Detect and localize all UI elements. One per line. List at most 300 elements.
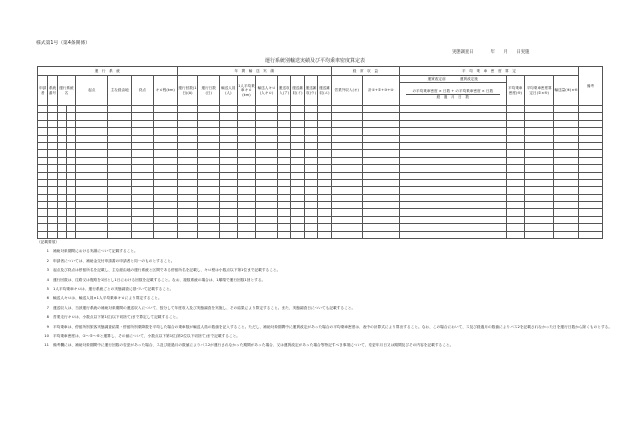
table-cell	[132, 202, 154, 209]
table-cell	[578, 224, 602, 231]
table-cell	[76, 157, 108, 164]
table-row	[38, 202, 603, 209]
col-subtotal: 営業外収入(オ)	[331, 76, 362, 106]
table-cell	[76, 135, 108, 142]
table-cell	[277, 106, 290, 113]
table-cell	[304, 150, 317, 157]
note-item	[37, 323, 613, 332]
table-cell	[220, 179, 238, 186]
table-cell	[132, 113, 154, 120]
table-cell	[525, 165, 554, 172]
table-cell	[76, 216, 108, 223]
table-cell	[578, 150, 602, 157]
col-density-amount: 平均乗車密度算定日(②×⑤)	[525, 76, 554, 106]
table-cell	[291, 194, 304, 201]
table-cell	[554, 172, 579, 179]
table-cell	[38, 106, 48, 113]
group-revenue: 経 常 収 益	[331, 67, 399, 76]
table-cell	[76, 202, 108, 209]
table-cell	[291, 172, 304, 179]
table-cell	[76, 120, 108, 127]
table-cell	[331, 106, 362, 113]
density-calc-line1: 運賃改定前 運賃改定後	[427, 76, 482, 81]
table-cell	[38, 209, 48, 216]
table-cell	[177, 179, 198, 186]
note-item	[37, 313, 597, 322]
table-cell	[38, 157, 48, 164]
col-main-via: 主な経由地	[108, 76, 132, 106]
table-cell	[220, 202, 238, 209]
table-cell	[525, 209, 554, 216]
table-cell	[578, 187, 602, 194]
table-cell	[506, 209, 525, 216]
table-cell	[277, 209, 290, 216]
table-cell	[331, 135, 362, 142]
table-cell	[153, 150, 177, 157]
table-cell	[66, 142, 75, 149]
note-number: 4	[46, 277, 49, 282]
table-cell	[48, 128, 57, 135]
col-total: 計①+②+③+④	[362, 76, 399, 106]
table-cell	[237, 194, 256, 201]
table-cell	[554, 202, 579, 209]
table-cell	[578, 120, 602, 127]
table-cell	[108, 157, 132, 164]
table-cell	[57, 113, 66, 120]
table-cell	[48, 150, 57, 157]
table-cell	[304, 179, 317, 186]
table-cell	[57, 202, 66, 209]
table-cell	[237, 120, 256, 127]
table-cell	[525, 135, 554, 142]
table-cell	[177, 165, 198, 172]
table-cell	[554, 150, 579, 157]
table-cell	[220, 157, 238, 164]
table-cell	[277, 216, 290, 223]
table-cell	[256, 128, 278, 135]
table-cell	[132, 150, 154, 157]
table-cell	[399, 150, 506, 157]
table-cell	[256, 216, 278, 223]
table-cell	[362, 209, 399, 216]
table-cell	[506, 150, 525, 157]
table-cell	[153, 224, 177, 231]
table-cell	[153, 113, 177, 120]
table-cell	[277, 194, 290, 201]
table-cell	[578, 194, 602, 201]
table-cell	[220, 194, 238, 201]
col-service-days: 運行日数(日)	[198, 76, 220, 106]
table-cell	[362, 113, 399, 120]
table-cell	[38, 194, 48, 201]
table-cell	[177, 106, 198, 113]
table-cell	[198, 120, 220, 127]
col-pax-km-total: 輸送人キロ(人キロ)	[256, 76, 278, 106]
table-cell	[108, 120, 132, 127]
note-number: 1	[46, 249, 49, 254]
note-item	[37, 266, 597, 275]
table-cell	[554, 120, 579, 127]
note-text: 運送収入は、当該運行系統の補助対象期間の運送収入について、按分して年度収入及び実態調査を実施し、その結果により算定すること。また、実態調査日についても記載すること。	[53, 305, 356, 310]
table-cell	[525, 194, 554, 201]
table-cell	[331, 179, 362, 186]
notes-heading: （記載要領）	[37, 240, 60, 244]
table-cell	[132, 165, 154, 172]
table-row	[38, 179, 603, 186]
table-cell	[506, 128, 525, 135]
table-cell	[399, 216, 506, 223]
table-cell	[66, 194, 75, 201]
table-cell	[256, 135, 278, 142]
table-cell	[291, 113, 304, 120]
table-cell	[277, 224, 290, 231]
table-cell	[578, 216, 602, 223]
note-item	[37, 257, 597, 266]
table-cell	[362, 150, 399, 157]
table-cell	[66, 128, 75, 135]
table-cell	[291, 179, 304, 186]
table-cell	[198, 135, 220, 142]
table-cell	[277, 142, 290, 149]
table-cell	[525, 120, 554, 127]
table-cell	[399, 202, 506, 209]
table-cell	[578, 179, 602, 186]
table-cell	[198, 202, 220, 209]
table-cell	[318, 120, 331, 127]
table-cell	[256, 165, 278, 172]
table-cell	[331, 209, 362, 216]
table-cell	[237, 202, 256, 209]
table-cell	[291, 187, 304, 194]
table-cell	[291, 142, 304, 149]
table-cell	[48, 194, 57, 201]
table-cell	[220, 135, 238, 142]
group-annual: 年 間 輸 送 実 績	[177, 67, 331, 76]
table-cell	[362, 202, 399, 209]
table-cell	[198, 224, 220, 231]
table-cell	[38, 142, 48, 149]
table-cell	[66, 120, 75, 127]
table-row	[38, 142, 603, 149]
table-cell	[177, 120, 198, 127]
document-title: 運行系統別輸送実績及び平均乗車密度算定表	[264, 58, 365, 64]
table-cell	[362, 106, 399, 113]
table-cell	[38, 179, 48, 186]
table-cell	[331, 172, 362, 179]
note-item	[37, 304, 597, 313]
table-cell	[554, 157, 579, 164]
table-cell	[38, 172, 48, 179]
table-cell	[256, 106, 278, 113]
table-row	[38, 209, 603, 216]
table-cell	[57, 172, 66, 179]
table-cell	[237, 142, 256, 149]
col-revenue-d: 運送雑収(エ)	[318, 76, 331, 106]
table-cell	[304, 157, 317, 164]
table-cell	[237, 216, 256, 223]
table-cell	[38, 120, 48, 127]
table-cell	[38, 165, 48, 172]
table-cell	[237, 157, 256, 164]
table-cell	[256, 120, 278, 127]
table-cell	[76, 165, 108, 172]
table-cell	[399, 106, 506, 113]
table-cell	[108, 135, 132, 142]
note-number: 2	[46, 258, 49, 263]
table-cell	[48, 179, 57, 186]
table-row	[38, 172, 603, 179]
table-cell	[331, 157, 362, 164]
table-cell	[304, 187, 317, 194]
table-cell	[525, 216, 554, 223]
table-cell	[399, 165, 506, 172]
table-row	[38, 135, 603, 142]
col-revenue-c: 運送雑収(ウ)	[304, 76, 317, 106]
table-cell	[554, 216, 579, 223]
table-cell	[237, 209, 256, 216]
col-density-cap: 平均乗車密度(⑤)	[506, 76, 525, 106]
table-cell	[277, 202, 290, 209]
table-cell	[153, 209, 177, 216]
table-cell	[277, 150, 290, 157]
table-cell	[525, 150, 554, 157]
table-cell	[198, 142, 220, 149]
table-cell	[362, 224, 399, 231]
table-cell	[237, 106, 256, 113]
table-cell	[256, 179, 278, 186]
table-cell	[362, 157, 399, 164]
table-cell	[108, 113, 132, 120]
table-cell	[220, 187, 238, 194]
table-row	[38, 106, 603, 113]
table-cell	[525, 179, 554, 186]
table-cell	[506, 179, 525, 186]
table-cell	[177, 187, 198, 194]
table-cell	[277, 157, 290, 164]
table-cell	[525, 106, 554, 113]
table-cell	[362, 128, 399, 135]
note-number: 6	[46, 296, 49, 301]
table-cell	[331, 224, 362, 231]
table-cell	[331, 165, 362, 172]
table-cell	[291, 150, 304, 157]
note-text: 平均乗車は、停留所別旅客実態調査結果・停留所別乗降数を平均した場合の乗車数が輸送人員の数値を記入すること。ただし、補助対象期間中に運賃改定があった場合の平均乗車密度は、表中の計算式により算出すること。なお、この場合において、ス及び経過月の数値によりバス2を記載されなかった日を運行日数から除くものとする。	[53, 324, 613, 329]
table-cell	[525, 113, 554, 120]
table-cell	[198, 216, 220, 223]
table-cell	[132, 106, 154, 113]
table-cell	[76, 142, 108, 149]
table-cell	[198, 172, 220, 179]
table-cell	[132, 187, 154, 194]
table-cell	[220, 216, 238, 223]
col-km: キロ程(km)	[153, 76, 177, 106]
table-cell	[76, 224, 108, 231]
table-cell	[66, 224, 75, 231]
table-cell	[57, 120, 66, 127]
table-cell	[220, 142, 238, 149]
table-cell	[198, 187, 220, 194]
notes-section	[37, 238, 613, 351]
table-cell	[525, 172, 554, 179]
table-cell	[525, 128, 554, 135]
table-row	[38, 113, 603, 120]
table-cell	[399, 172, 506, 179]
table-cell	[76, 106, 108, 113]
table-cell	[48, 120, 57, 127]
table-cell	[76, 209, 108, 216]
table-cell	[256, 113, 278, 120]
table-cell	[277, 187, 290, 194]
table-cell	[399, 128, 506, 135]
table-cell	[525, 224, 554, 231]
col-density-calc	[399, 76, 506, 83]
table-cell	[362, 165, 399, 172]
table-cell	[399, 120, 506, 127]
table-cell	[304, 209, 317, 216]
table-cell	[76, 172, 108, 179]
table-cell	[331, 142, 362, 149]
table-cell	[153, 194, 177, 201]
col-revenue-b: 運送雑収(イ)	[291, 76, 304, 106]
table-cell	[399, 194, 506, 201]
table-cell	[554, 135, 579, 142]
table-cell	[38, 224, 48, 231]
table-cell	[291, 120, 304, 127]
table-cell	[331, 187, 362, 194]
table-cell	[108, 224, 132, 231]
table-cell	[38, 135, 48, 142]
table-cell	[362, 187, 399, 194]
note-text: 運行回数は、往路又は復路を1回とし1日における回数を記載すること。なお、複数系統の場合は、1順環で運行回数1回とする。	[53, 277, 266, 282]
table-cell	[108, 202, 132, 209]
table-cell	[318, 142, 331, 149]
table-cell	[237, 172, 256, 179]
table-cell	[256, 209, 278, 216]
table-cell	[399, 187, 506, 194]
table-cell	[153, 165, 177, 172]
table-cell	[220, 120, 238, 127]
table-cell	[304, 120, 317, 127]
table-cell	[554, 187, 579, 194]
table-cell	[237, 224, 256, 231]
table-cell	[153, 172, 177, 179]
table-cell	[362, 135, 399, 142]
table-cell	[291, 135, 304, 142]
table-cell	[48, 157, 57, 164]
table-cell	[506, 216, 525, 223]
table-cell	[48, 165, 57, 172]
col-pax-km: 1人平均乗車キロ(km)	[237, 76, 256, 106]
table-cell	[220, 150, 238, 157]
table-cell	[525, 202, 554, 209]
table-cell	[304, 135, 317, 142]
table-cell	[578, 209, 602, 216]
note-item	[37, 294, 597, 303]
table-cell	[304, 165, 317, 172]
table-cell	[108, 209, 132, 216]
table-cell	[76, 194, 108, 201]
form-label: 様式第1号（第4条関係）	[36, 41, 91, 46]
table-cell	[318, 187, 331, 194]
table-cell	[38, 202, 48, 209]
table-cell	[177, 202, 198, 209]
table-cell	[38, 187, 48, 194]
table-row	[38, 157, 603, 164]
table-cell	[291, 224, 304, 231]
table-cell	[318, 150, 331, 157]
table-cell	[108, 194, 132, 201]
note-text: 輸送人キロは、輸送人員×1人平均乗車キロにより算定すること。	[53, 296, 162, 301]
density-calc-line2: の平均乗車密度 × 日数 + の平均乗車密度 × 日数	[412, 88, 494, 93]
table-cell	[578, 113, 602, 120]
note-number: 8	[46, 315, 49, 320]
table-cell	[237, 150, 256, 157]
group-operation: 運 行 系 統	[38, 67, 178, 76]
table-cell	[399, 113, 506, 120]
table-cell	[38, 113, 48, 120]
table-cell	[304, 113, 317, 120]
table-cell	[554, 128, 579, 135]
col-route-name: 運行系統名	[57, 76, 76, 106]
table-cell	[66, 113, 75, 120]
col-start: 起点	[76, 76, 108, 106]
table-row	[38, 120, 603, 127]
table-cell	[220, 165, 238, 172]
table-cell	[38, 128, 48, 135]
table-cell	[66, 135, 75, 142]
table-cell	[506, 224, 525, 231]
table-cell	[57, 128, 66, 135]
table-cell	[554, 165, 579, 172]
table-cell	[237, 135, 256, 142]
table-cell	[578, 106, 602, 113]
table-cell	[506, 194, 525, 201]
table-cell	[132, 120, 154, 127]
note-text: 平均乗車密度は、①～⑤～⑥と運算し、その値について、小数点以下第1位(第2位以下切捨て)まで記載すること。	[53, 334, 240, 339]
table-cell	[177, 194, 198, 201]
table-cell	[277, 172, 290, 179]
table-cell	[220, 209, 238, 216]
table-cell	[66, 150, 75, 157]
table-cell	[506, 172, 525, 179]
table-cell	[256, 157, 278, 164]
table-cell	[525, 187, 554, 194]
table-cell	[331, 202, 362, 209]
table-cell	[57, 194, 66, 201]
table-cell	[57, 150, 66, 157]
col-remarks: 備考	[578, 67, 602, 106]
table-cell	[237, 165, 256, 172]
table-cell	[291, 216, 304, 223]
table-cell	[291, 209, 304, 216]
table-cell	[153, 128, 177, 135]
table-cell	[291, 157, 304, 164]
table-cell	[318, 216, 331, 223]
density-calc-line3: 経 過 月 日 数	[406, 94, 500, 99]
table-cell	[578, 157, 602, 164]
table-cell	[48, 187, 57, 194]
table-cell	[506, 202, 525, 209]
table-cell	[66, 165, 75, 172]
table-cell	[132, 209, 154, 216]
table-cell	[318, 157, 331, 164]
table-cell	[198, 113, 220, 120]
note-item	[37, 332, 597, 341]
table-cell	[362, 194, 399, 201]
table-cell	[506, 106, 525, 113]
table-cell	[318, 165, 331, 172]
table-cell	[506, 187, 525, 194]
